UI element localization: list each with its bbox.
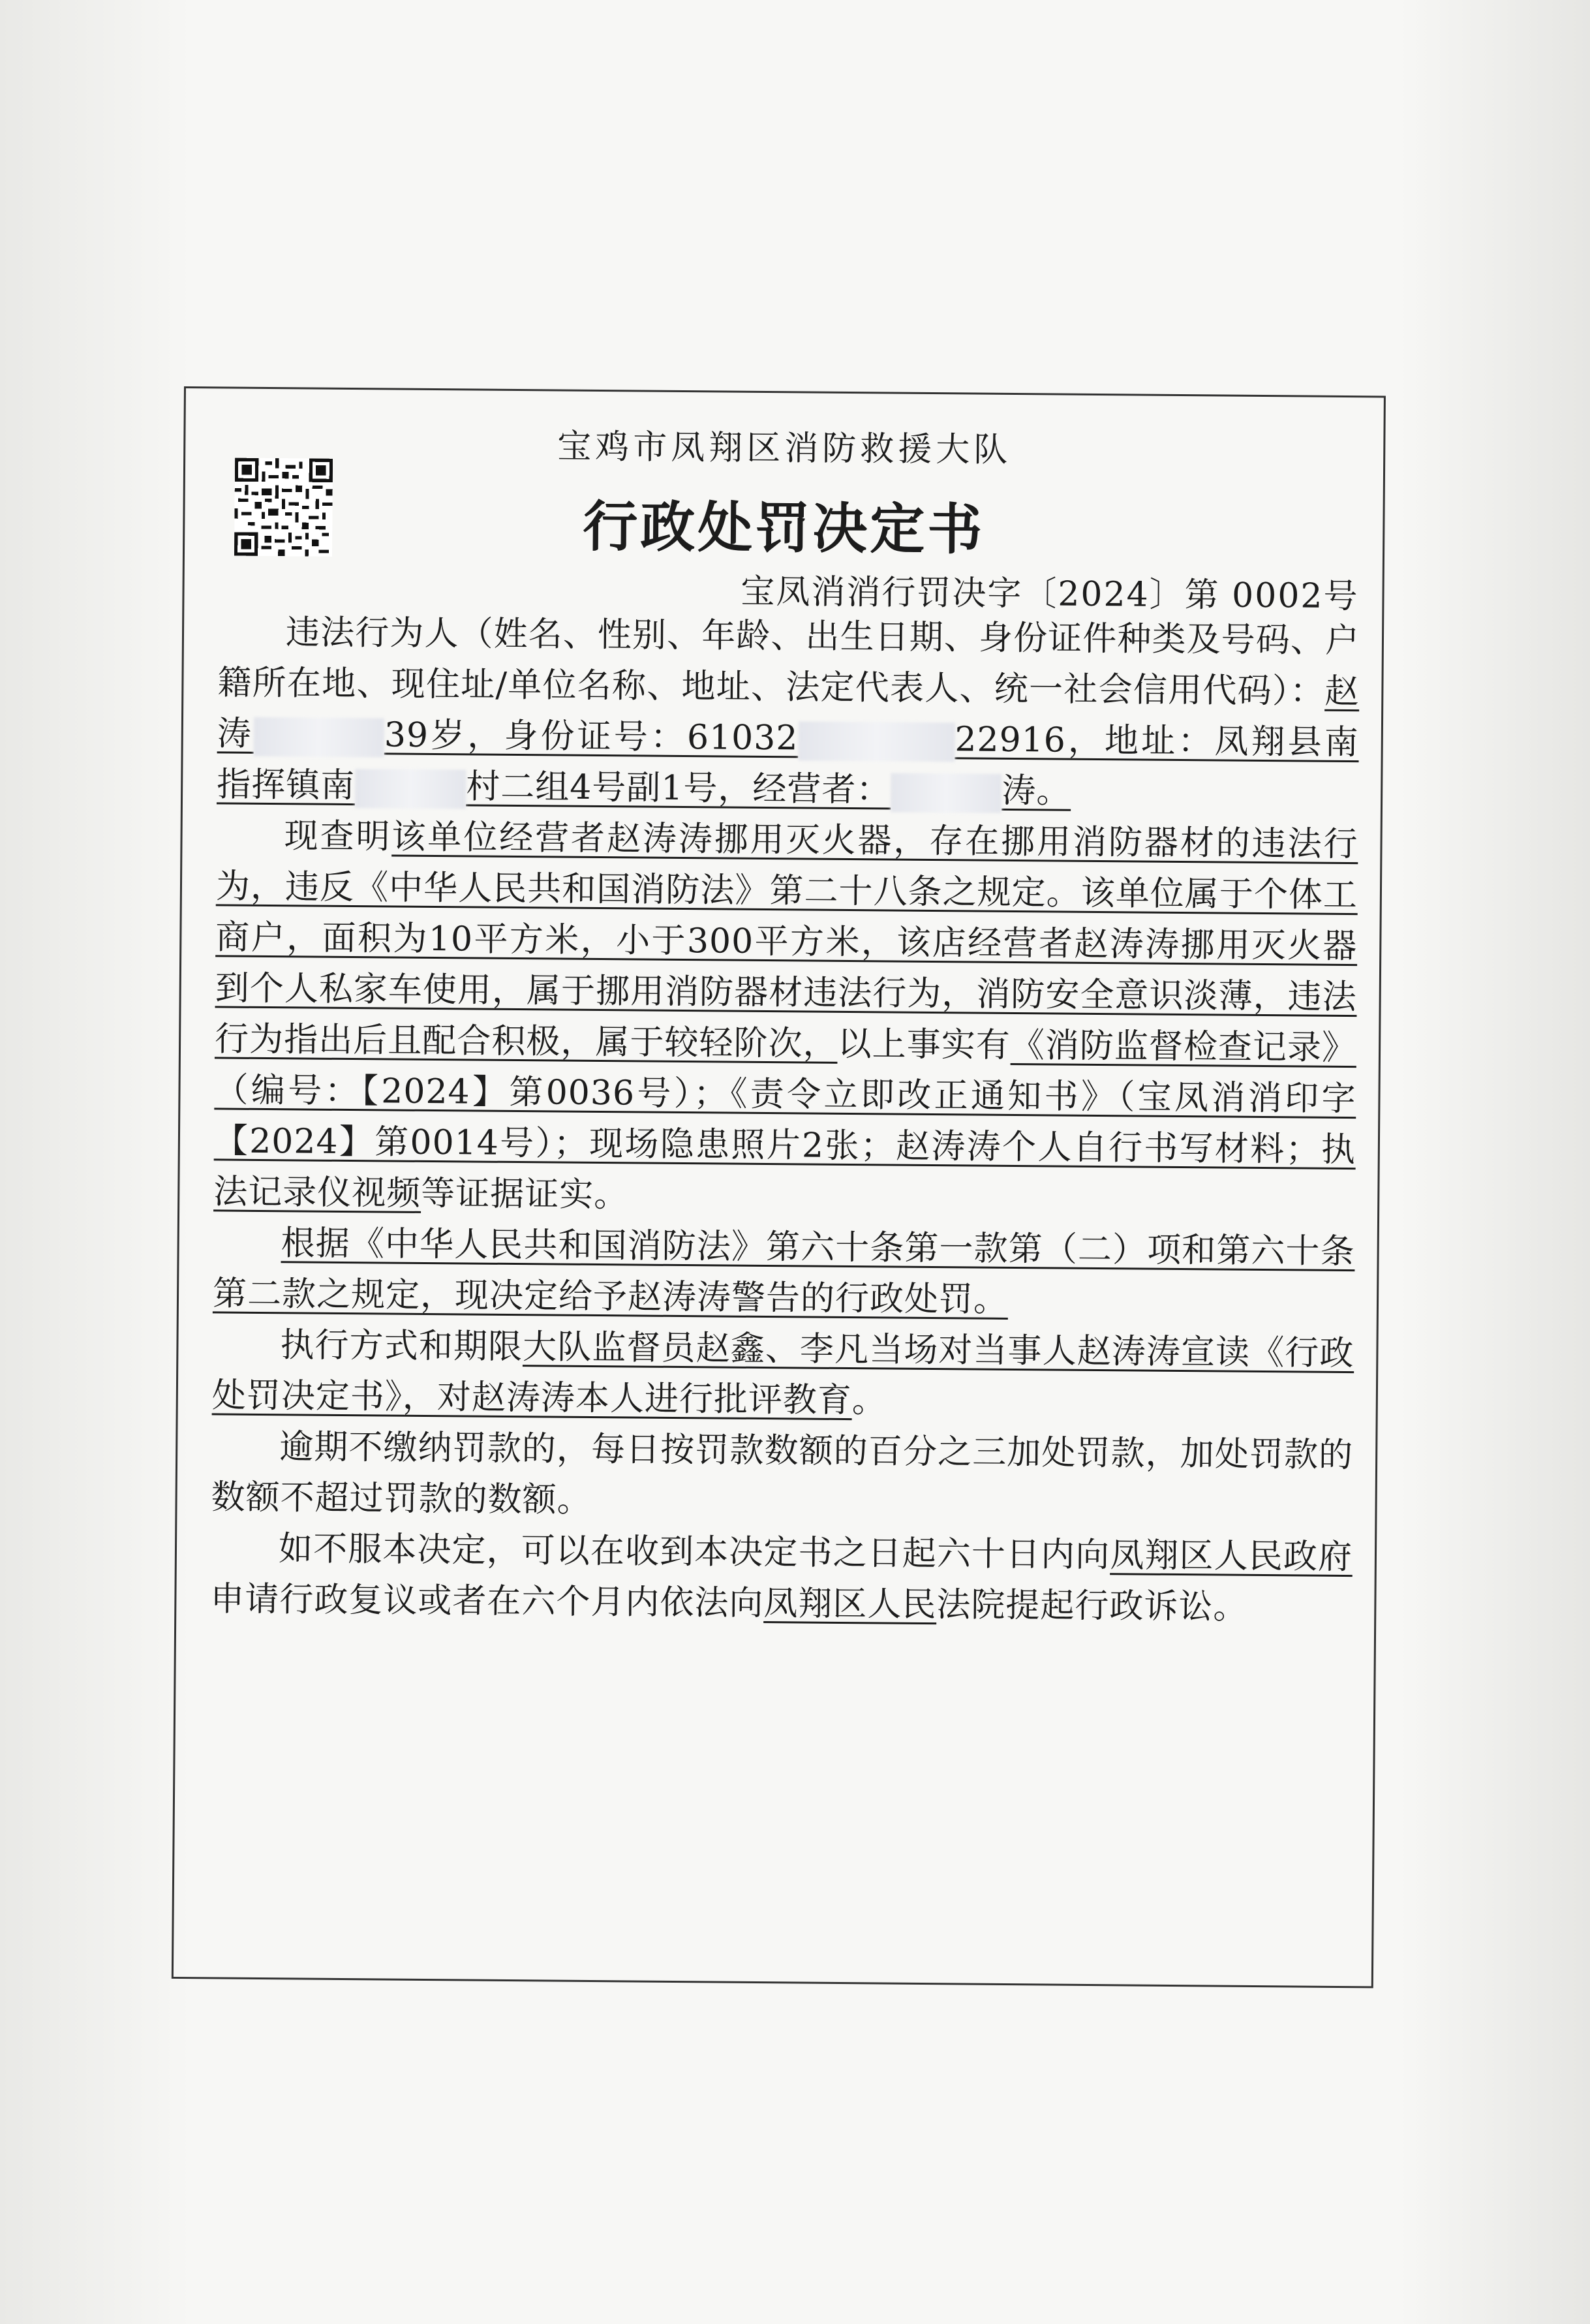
paragraph-execution: 执行方式和期限大队监督员赵鑫、李凡当场对当事人赵涛涛宣读《行政处罚决定书》，对赵涛涛本人进行批评教育。 (211, 1325, 1354, 1421)
issuing-agency: 宝鸡市凤翔区消防救援大队 (557, 427, 1012, 470)
paragraph-decision (213, 1217, 1355, 1328)
paragraph-appeal: 如不服本决定，可以在收到本决定书之日起六十日内向凤翔区人民政府申请行政复议或者在六个月内依法向凤翔区人民法院提起行政诉讼。 (210, 1529, 1353, 1627)
document-frame (172, 386, 1386, 1988)
court-name: 凤翔区人民 (763, 1584, 937, 1625)
redacted-area (798, 721, 955, 762)
decision-text: 根据《中华人民共和国消防法》第六十条第一款第（二）项和第六十条第二款之规定，现决定给予赵涛涛警告的行政处罚。 (212, 1224, 1355, 1320)
document-title: 行政处罚决定书 (582, 493, 985, 562)
document-body (210, 606, 1360, 1634)
redacted-area (254, 717, 384, 757)
paragraph-offender: 违法行为人（姓名、性别、年龄、出生日期、身份证件种类及号码、户籍所在地、现住址/单位名称、地址、法定代表人、统一社会信用代码）：赵涛 39岁，身份证号：61032 22916，地址：凤翔县南指挥镇南 村二组4号副1号，经营者： 涛。 (217, 606, 1360, 819)
paragraph-late-fee: 逾期不缴纳罚款的，每日按罚款数额的百分之三加处罚款，加处罚款的数额不超过罚款的数额。 (211, 1427, 1354, 1520)
review-authority: 凤翔区人民政府 (1110, 1536, 1353, 1577)
offender-details: 赵涛 39岁，身份证号：61032 22916，地址：凤翔县南指挥镇南 村二组4号副1号，经营者： 涛。 (217, 672, 1360, 811)
evidence-list: 《消防监督检查记录》（编号：【2024】第0036号）；《责令立即改正通知书》（宝凤消消印字【2024】第0014号）；现场隐患照片2张；赵涛涛个人自行书写材料；执法记录仪视频 (213, 1025, 1357, 1213)
redacted-area (891, 773, 1001, 813)
facts-text: 该单位经营者赵涛涛挪用灭火器，存在挪用消防器材的违法行为，违反《中华人民共和国消防法》第二十八条之规定。该单位属于个体工商户，面积为10平方米，小于300平方米，该店经营者赵涛涛挪用灭火器到个人私家车使用，属于挪用消防器材违法行为，消防安全意识淡薄，违法行为指出后且配合积极，属于较轻阶次， (214, 817, 1358, 1064)
execution-text: 大队监督员赵鑫、李凡当场对当事人赵涛涛宣读《行政处罚决定书》，对赵涛涛本人进行批评教育 (211, 1327, 1354, 1421)
paragraph-facts: 现查明该单位经营者赵涛涛挪用灭火器，存在挪用消防器材的违法行为，违反《中华人民共和国消防法》第二十八条之规定。该单位属于个体工商户，面积为10平方米，小于300平方米，该店经营者赵涛涛挪用灭火器到个人私家车使用，属于挪用消防器材违法行为，消防安全意识淡薄，违法行为指出后且配合积极，属于较轻阶次，以上事实有《消防监督检查记录》（编号：【2024】第0036号）；《责令立即改正通知书》（宝凤消消印字【2024】第0014号）；现场隐患照片2张；赵涛涛个人自行书写材料；执法记录仪视频等证据证实。 (213, 816, 1358, 1215)
redacted-area (355, 769, 466, 809)
document-number: 宝凤消消行罚决字〔2024〕第 0002号 (741, 572, 1359, 617)
